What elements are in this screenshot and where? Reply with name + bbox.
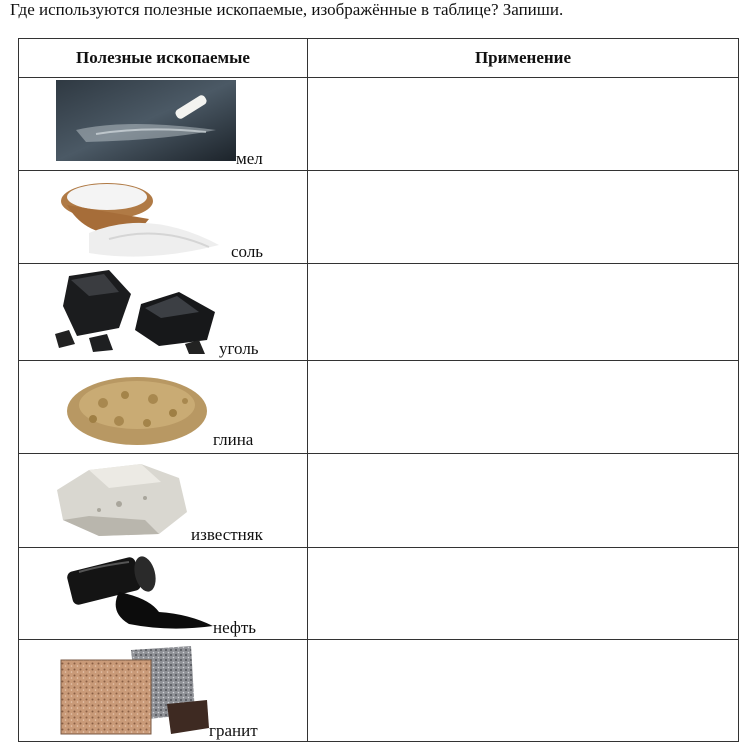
table-row [19, 171, 739, 264]
chalk-image [56, 80, 236, 161]
mineral-cell-oil [19, 548, 308, 640]
salt-image [49, 173, 229, 261]
limestone-image [49, 460, 191, 540]
granite-image [55, 644, 211, 738]
mineral-cell-chalk [19, 78, 308, 171]
mineral-name-oil: нефть [213, 618, 257, 637]
mineral-cell-clay [19, 361, 308, 454]
oil-image [59, 552, 215, 632]
table-header-row [19, 39, 739, 78]
mineral-name-granite: гранит [209, 721, 258, 740]
coal-image [49, 266, 221, 356]
mineral-cell-coal [19, 264, 308, 361]
mineral-cell-granite [19, 640, 308, 742]
application-cell-coal[interactable] [308, 264, 739, 361]
table-row [19, 640, 739, 742]
application-cell-limestone[interactable] [308, 454, 739, 548]
table-row [19, 361, 739, 454]
mineral-name-chalk: мел [236, 149, 263, 168]
mineral-name-clay: глина [213, 430, 254, 449]
application-cell-clay[interactable] [308, 361, 739, 454]
table-row [19, 548, 739, 640]
mineral-cell-salt [19, 171, 308, 264]
mineral-name-limestone: известняк [191, 525, 263, 544]
table-row [19, 78, 739, 171]
minerals-table [18, 38, 739, 742]
header-application: Применение [308, 39, 739, 78]
table-row [19, 264, 739, 361]
mineral-name-salt: соль [231, 242, 264, 261]
application-cell-salt[interactable] [308, 171, 739, 264]
application-cell-chalk[interactable] [308, 78, 739, 171]
mineral-name-coal: уголь [219, 339, 259, 358]
table-row [19, 454, 739, 548]
application-cell-granite[interactable] [308, 640, 739, 742]
mineral-cell-limestone [19, 454, 308, 548]
header-minerals: Полезные ископаемые [19, 39, 308, 78]
application-cell-oil[interactable] [308, 548, 739, 640]
clay-image [63, 369, 211, 447]
task-question: Где используются полезные ископаемые, изображённые в таблице? Запиши. [10, 0, 564, 19]
